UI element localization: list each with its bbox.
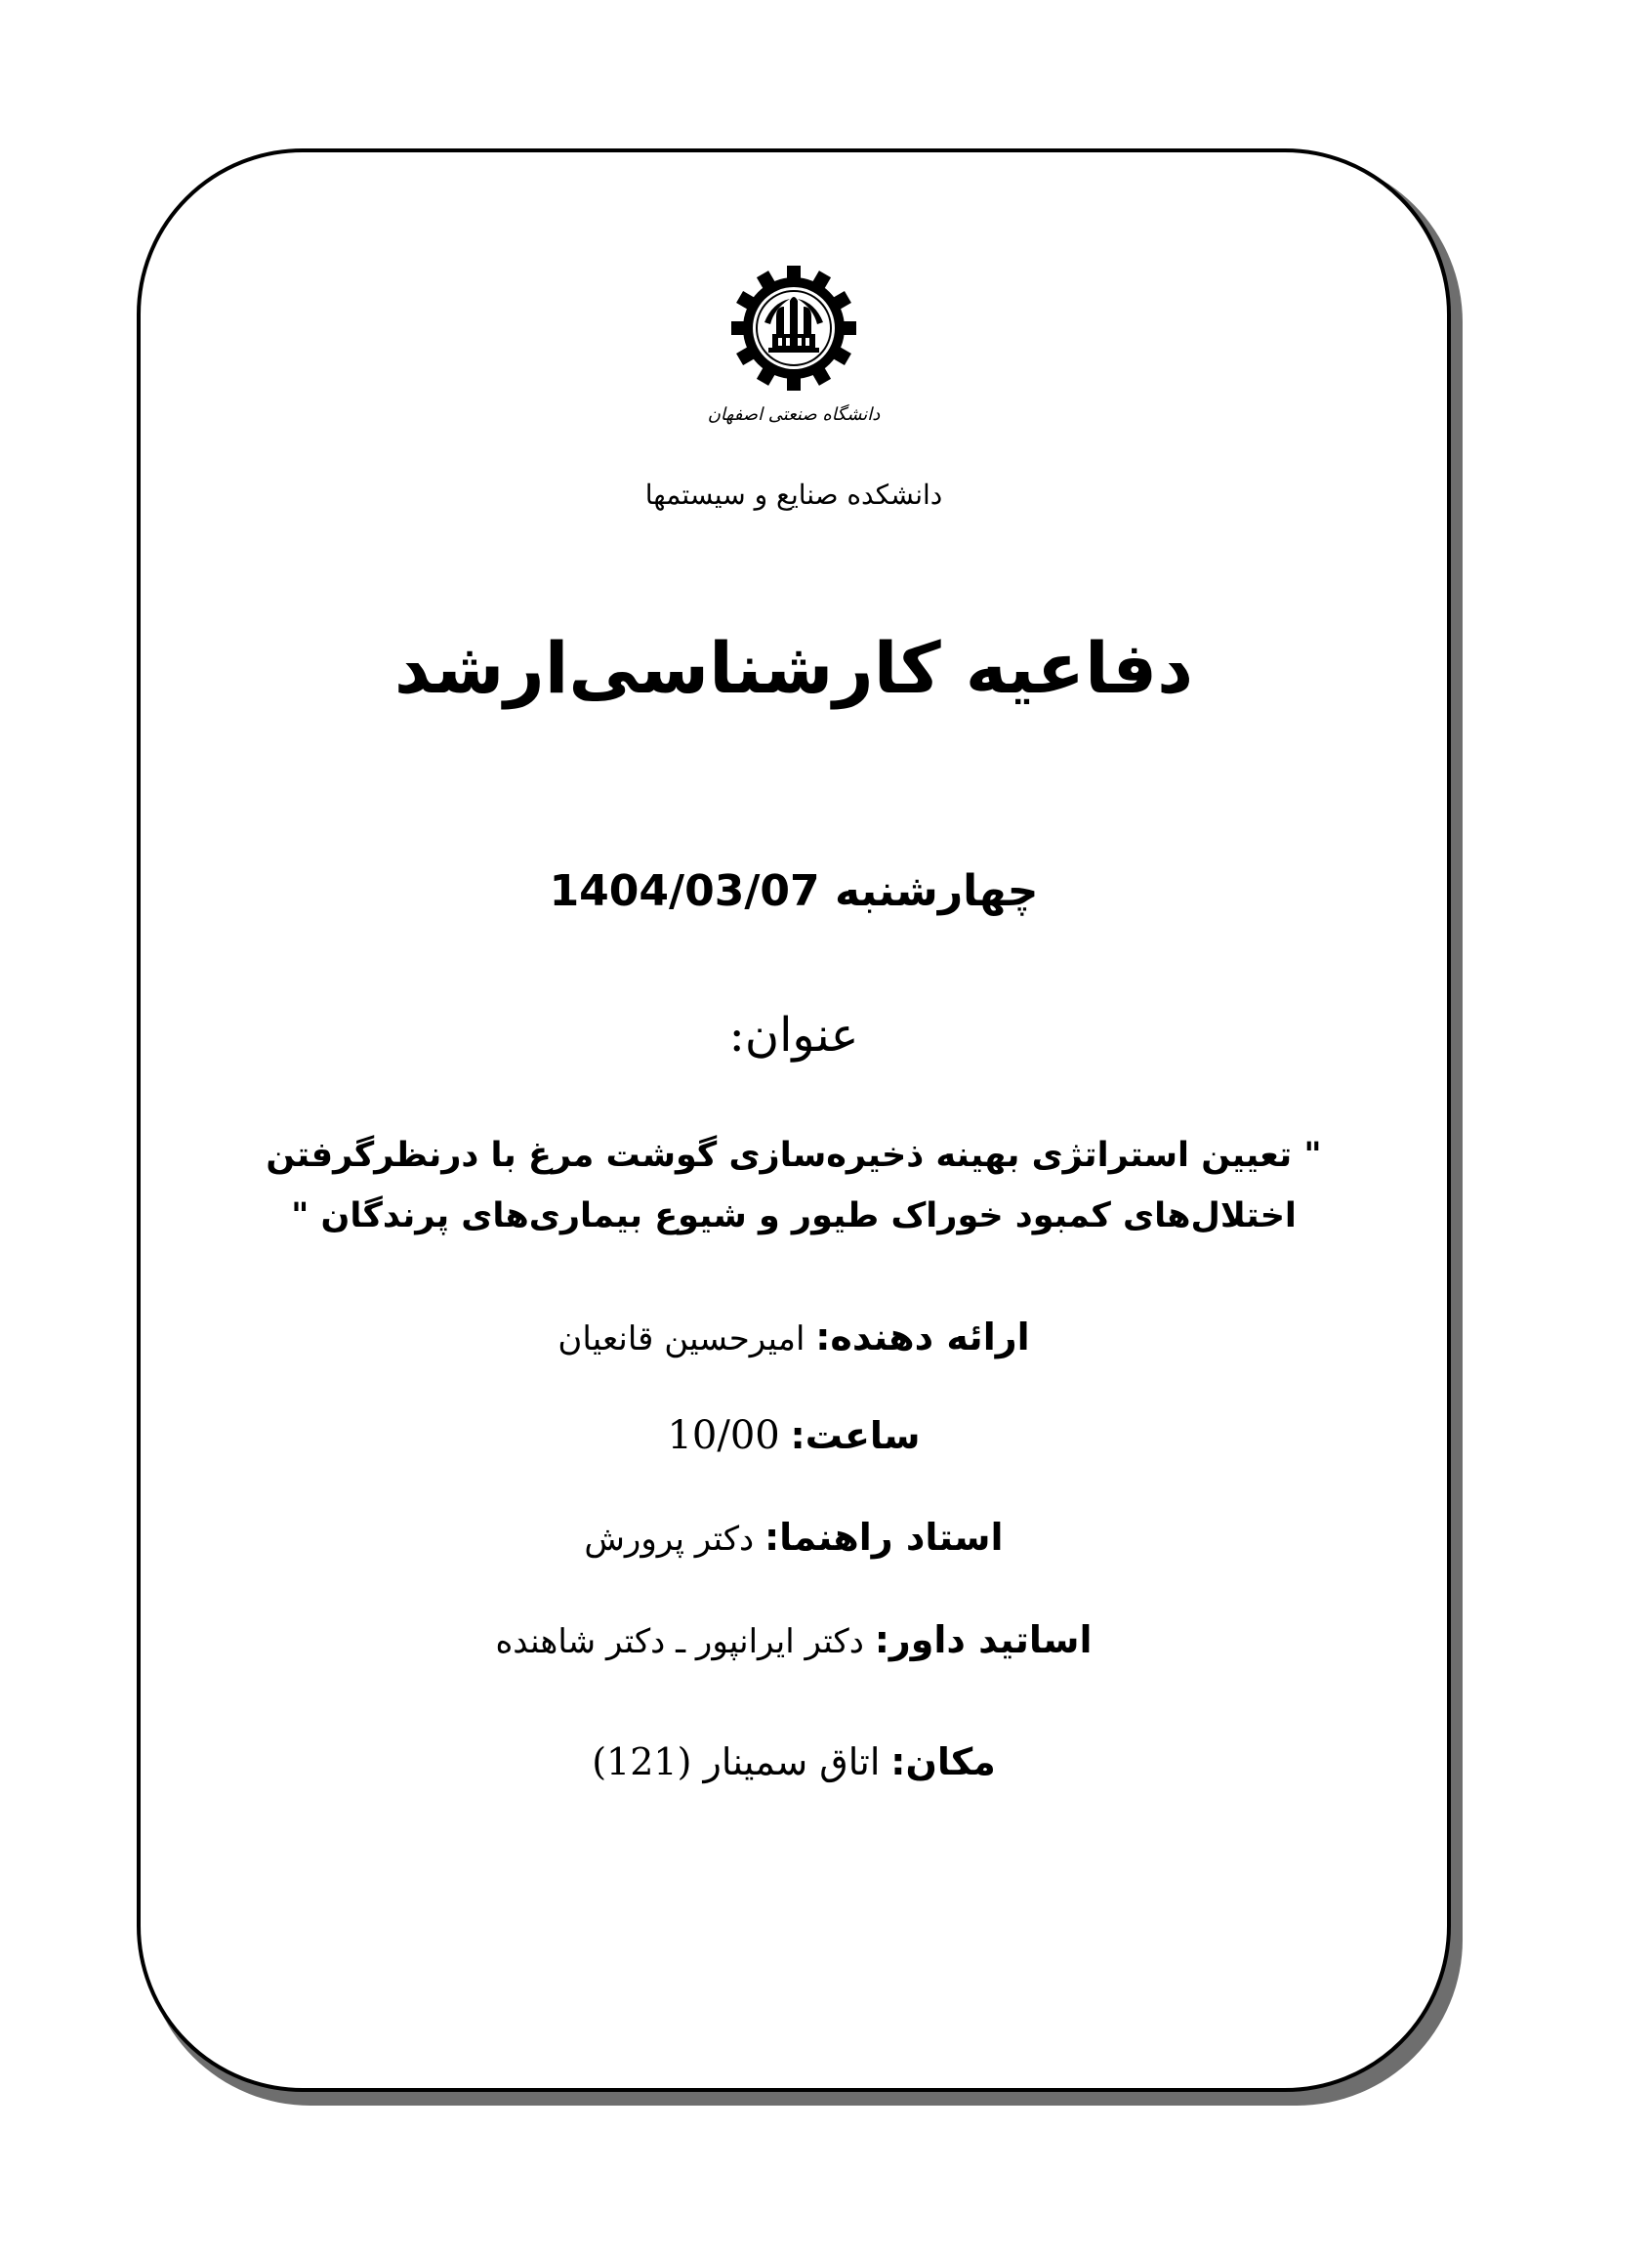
presenter-value: امیرحسین قانعیان	[558, 1319, 805, 1358]
time-row	[137, 1413, 1451, 1458]
thesis-title	[244, 1125, 1343, 1246]
defense-date: چهارشنبه 1404/03/07	[549, 866, 1039, 916]
referees-label: اساتید داور:	[874, 1618, 1093, 1661]
presenter-row	[137, 1316, 1451, 1358]
referees-value: دکتر ایرانپور ـ دکتر شاهنده	[495, 1622, 864, 1661]
time-value: 10/00	[667, 1413, 780, 1458]
page-title: دفاعیه کارشناسی‌ارشد	[393, 627, 1194, 709]
supervisor-label: استاد راهنما:	[764, 1516, 1004, 1559]
supervisor-value: دکتر پرورش	[584, 1520, 755, 1559]
place-label: مکان:	[890, 1740, 996, 1783]
logo-caption: دانشگاه صنعتی اصفهان	[707, 404, 881, 425]
referees-row	[137, 1618, 1451, 1661]
announcement-content	[137, 148, 1451, 2092]
place-row	[137, 1740, 1451, 1783]
thesis-title-line-2: اختلال‌های کمبود خوراک طیور و شیوع بیماری‌های پرندگان "	[291, 1196, 1297, 1235]
university-gear-emblem-icon	[731, 266, 856, 391]
presenter-label: ارائه دهنده:	[815, 1316, 1030, 1358]
time-label: ساعت:	[790, 1414, 921, 1457]
supervisor-row	[137, 1516, 1451, 1559]
thesis-title-line-1: " تعیین استراتژی بهینه ذخیره‌سازی گوشت مرغ با درنظرگرفتن	[266, 1136, 1322, 1175]
faculty-name: دانشکده صنایع و سیستمها	[644, 479, 943, 511]
subject-label: عنوان:	[728, 1008, 859, 1063]
place-value: اتاق سمینار (121)	[592, 1740, 881, 1783]
